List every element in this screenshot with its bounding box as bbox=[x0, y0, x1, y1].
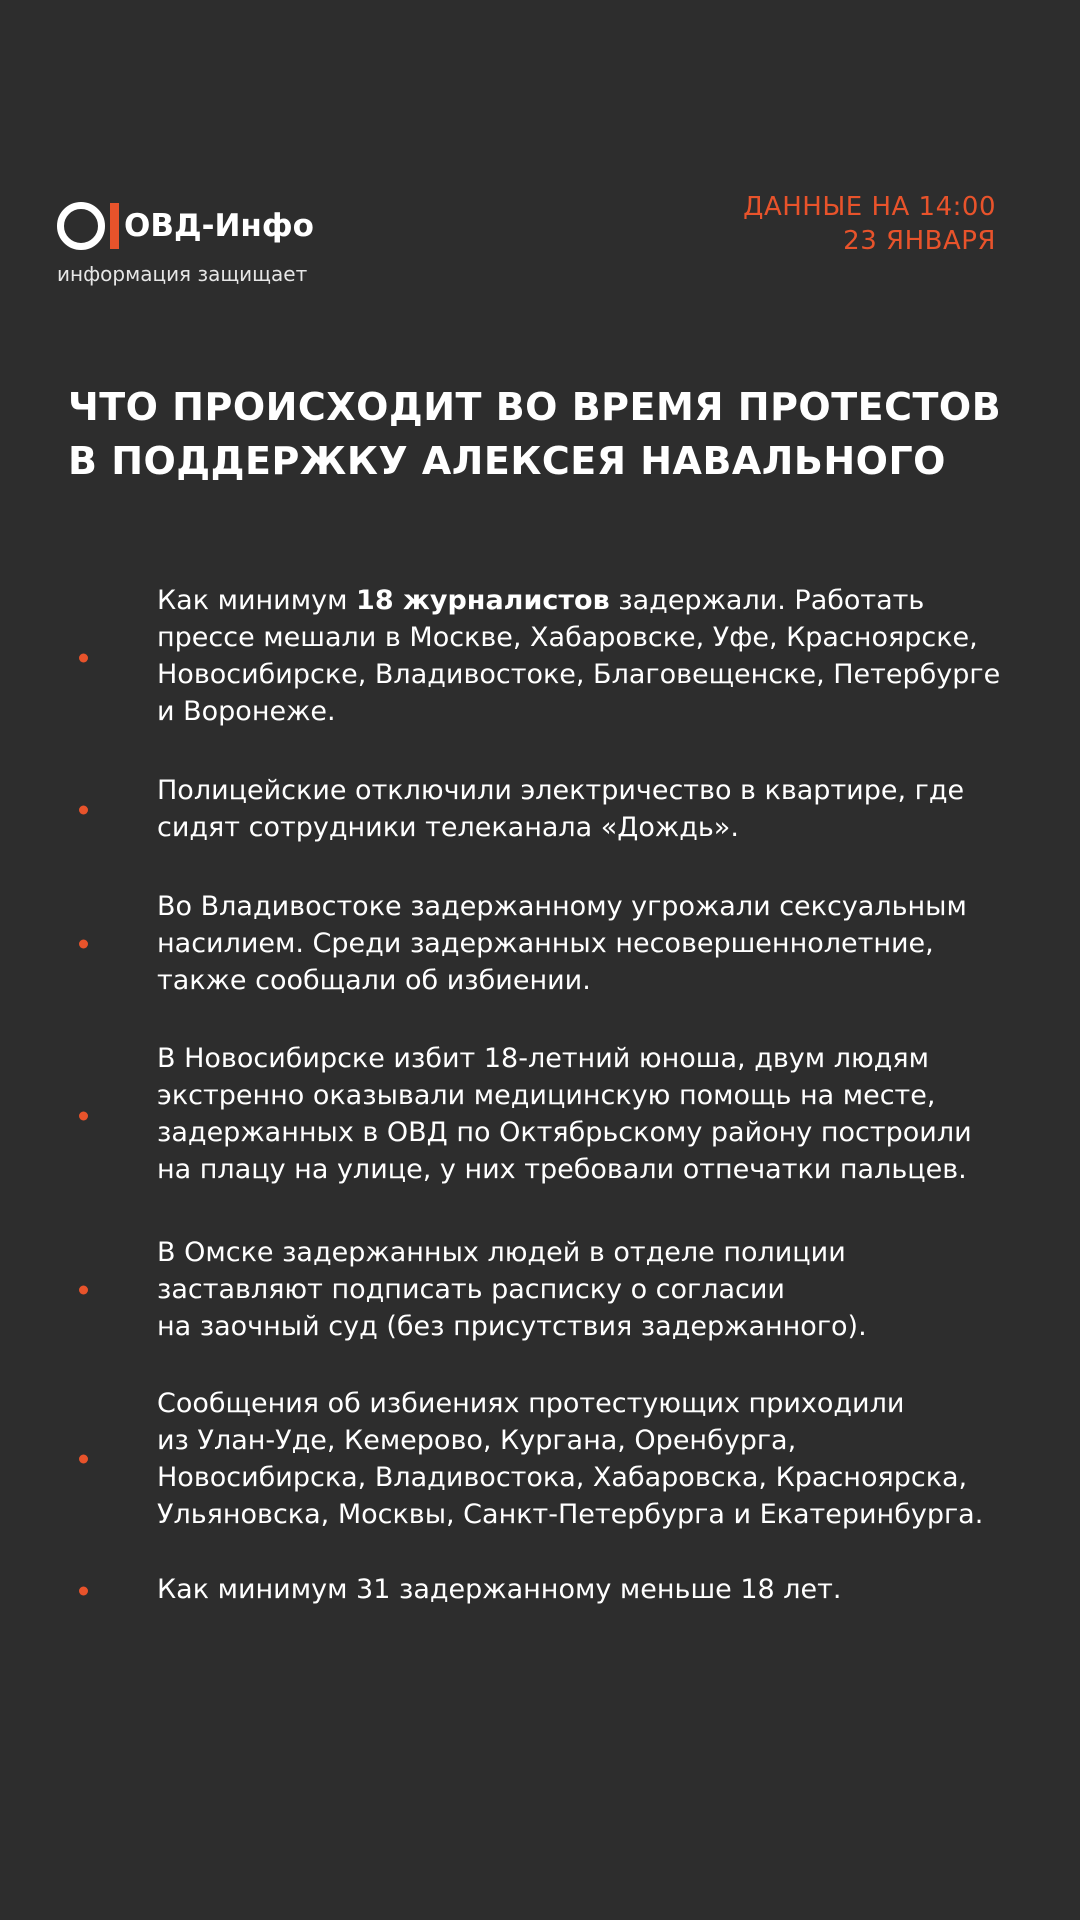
list-item-text bbox=[157, 1040, 1007, 1188]
bullet-dot-icon bbox=[79, 940, 88, 949]
list-item-text bbox=[157, 582, 1007, 730]
logo-mark bbox=[57, 200, 317, 252]
list-item-text bbox=[157, 1385, 1007, 1533]
text-fragment: задержали. Работать bbox=[609, 585, 925, 616]
date-line-1: ДАННЫЕ НА 14:00 bbox=[743, 192, 996, 222]
list-item-line: также сообщали об избиении. bbox=[157, 965, 591, 996]
list-item-line: Во Владивостоке задержанному угрожали сексуальным bbox=[157, 891, 967, 922]
bullet-dot-icon bbox=[79, 806, 88, 815]
list-item-line: Ульяновска, Москвы, Санкт-Петербурга и Екатеринбурга. bbox=[157, 1499, 984, 1530]
list-item-line: Как минимум 31 задержанному меньше 18 лет. bbox=[157, 1574, 842, 1605]
list-item-text bbox=[157, 888, 1007, 999]
bullet-dot-icon bbox=[79, 1286, 88, 1295]
list-item-line: задержанных в ОВД по Октябрьскому району построили bbox=[157, 1117, 972, 1148]
list-item-line: В Новосибирске избит 18-летний юноша, двум людям bbox=[157, 1043, 929, 1074]
list-item-line: сидят сотрудники телеканала «Дождь». bbox=[157, 812, 739, 843]
list-item-text bbox=[157, 1571, 1007, 1608]
bullet-dot-icon bbox=[79, 1587, 88, 1596]
logo-ring-icon bbox=[57, 202, 105, 250]
data-timestamp bbox=[743, 190, 996, 258]
list-item-line: Полицейские отключили электричество в квартире, где bbox=[157, 775, 965, 806]
bullet-dot-icon bbox=[79, 1455, 88, 1464]
title-line-2: В ПОДДЕРЖКУ АЛЕКСЕЯ НАВАЛЬНОГО bbox=[68, 439, 946, 483]
list-item-line: насилием. Среди задержанных несовершеннолетние, bbox=[157, 928, 934, 959]
list-item-line: прессе мешали в Москве, Хабаровске, Уфе, Красноярске, bbox=[157, 622, 978, 653]
date-line-2: 23 ЯНВАРЯ bbox=[843, 226, 996, 256]
page-title bbox=[68, 380, 1028, 488]
bullet-dot-icon bbox=[79, 1112, 88, 1121]
list-item-line: Новосибирска, Владивостока, Хабаровска, Красноярска, bbox=[157, 1462, 968, 1493]
list-item-line: Сообщения об избиениях протестующих приходили bbox=[157, 1388, 905, 1419]
list-item-line: заставляют подписать расписку о согласии bbox=[157, 1274, 785, 1305]
list-item-line: на заочный суд (без присутствия задержанного). bbox=[157, 1311, 867, 1342]
list-item-line bbox=[157, 582, 1007, 619]
brand-logo bbox=[57, 200, 317, 286]
brand-tagline: информация защищает bbox=[57, 262, 308, 286]
list-item-line: из Улан-Уде, Кемерово, Кургана, Оренбурга, bbox=[157, 1425, 797, 1456]
list-item-text bbox=[157, 1234, 1007, 1345]
list-item-line: экстренно оказывали медицинскую помощь на месте, bbox=[157, 1080, 936, 1111]
logo-bar-icon bbox=[110, 203, 119, 249]
highlight-text: 18 журналистов bbox=[356, 585, 610, 616]
brand-name: ОВД-Инфо bbox=[124, 208, 314, 244]
list-item-line: Новосибирске, Владивостоке, Благовещенске, Петербурге bbox=[157, 659, 1001, 690]
bullet-dot-icon bbox=[79, 654, 88, 663]
list-item-line: и Воронеже. bbox=[157, 696, 336, 727]
list-item-text bbox=[157, 772, 1007, 846]
list-item-line: В Омске задержанных людей в отделе полиции bbox=[157, 1237, 846, 1268]
list-item-line: на плацу на улице, у них требовали отпечатки пальцев. bbox=[157, 1154, 967, 1185]
title-line-1: ЧТО ПРОИСХОДИТ ВО ВРЕМЯ ПРОТЕСТОВ bbox=[68, 385, 1002, 429]
text-fragment: Как минимум bbox=[157, 585, 357, 616]
